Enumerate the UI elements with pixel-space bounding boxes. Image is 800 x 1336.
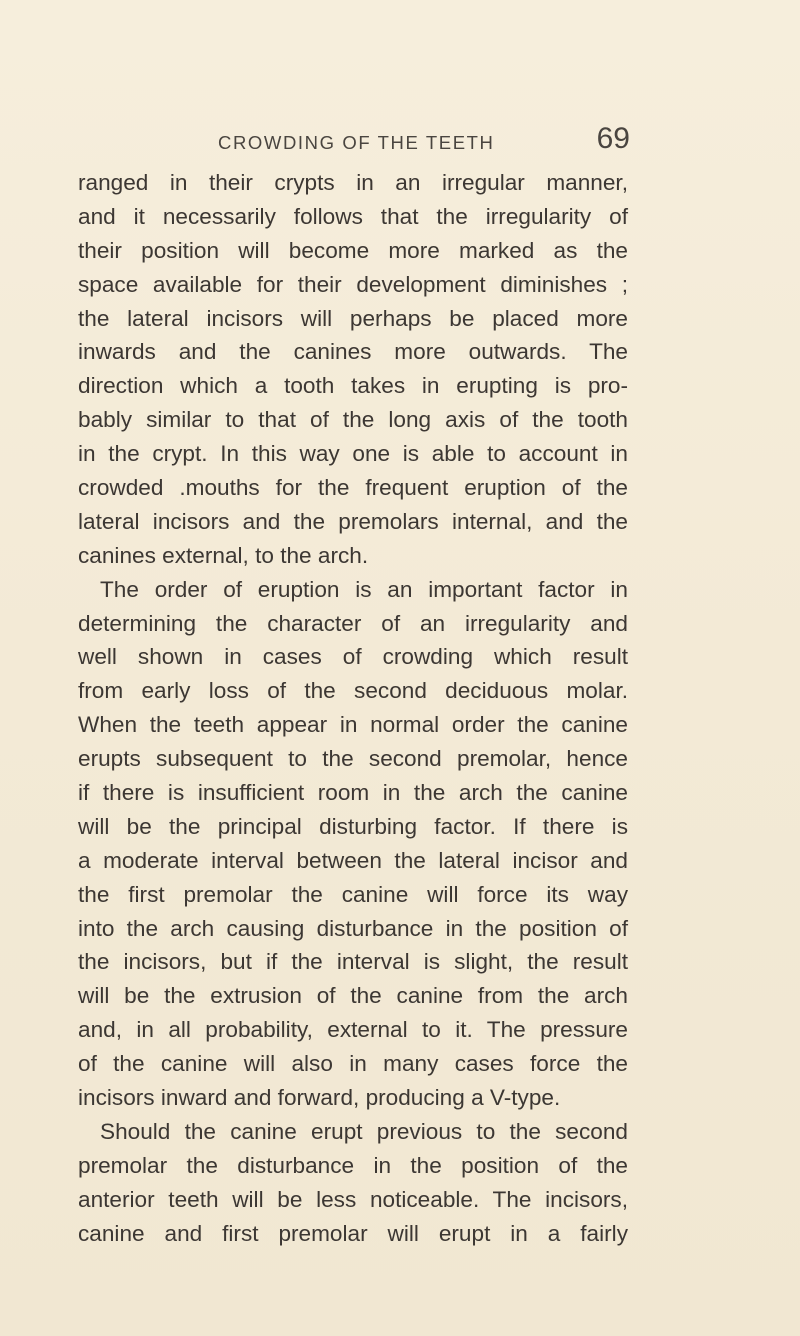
text-line: space available for their development diminishes ; xyxy=(78,271,628,297)
text-line-paragraph-start: The order of eruption is an important factor in xyxy=(100,576,628,602)
text-line: a moderate interval between the lateral incisor and xyxy=(78,847,628,873)
text-line: the lateral incisors will perhaps be placed more xyxy=(78,305,628,331)
running-head xyxy=(78,122,638,162)
text-line: of the canine will also in many cases force the xyxy=(78,1051,628,1077)
text-line: from early loss of the second deciduous molar. xyxy=(78,678,628,704)
text-line-paragraph-start: Should the canine erupt previous to the second xyxy=(100,1118,628,1144)
text-line: in the crypt. In this way one is able to account in xyxy=(78,441,628,467)
text-line: inwards and the canines more outwards. The xyxy=(78,339,628,365)
text-line-paragraph-end: incisors inward and forward, producing a V-type. xyxy=(78,1085,561,1111)
text-line: the incisors, but if the interval is slight, the result xyxy=(78,949,628,975)
text-line: When the teeth appear in normal order the canine xyxy=(78,712,628,738)
text-line-paragraph-end: canines external, to the arch. xyxy=(78,542,369,568)
text-line: if there is insufficient room in the arch the canine xyxy=(78,780,628,806)
text-line: will be the extrusion of the canine from the arch xyxy=(78,983,628,1009)
text-line: lateral incisors and the premolars internal, and the xyxy=(78,508,628,534)
body-text xyxy=(78,166,628,1251)
running-title: CROWDING OF THE TEETH xyxy=(218,132,495,153)
text-line: canine and first premolar will erupt in a fairly xyxy=(78,1220,628,1246)
text-line: crowded .mouths for the frequent eruption of the xyxy=(78,475,628,501)
text-line: premolar the disturbance in the position of the xyxy=(78,1152,628,1178)
text-line: ranged in their crypts in an irregular manner, xyxy=(78,170,628,195)
text-line: and, in all probability, external to it. The pressure xyxy=(78,1017,628,1043)
text-line: and it necessarily follows that the irregularity of xyxy=(78,203,628,229)
text-line: well shown in cases of crowding which result xyxy=(78,644,628,670)
text-line: into the arch causing disturbance in the position of xyxy=(78,915,628,941)
text-line: the first premolar the canine will force its way xyxy=(78,881,628,907)
text-line: will be the principal disturbing factor. If there is xyxy=(78,813,628,839)
text-line: direction which a tooth takes in erupting is pro- xyxy=(78,373,628,399)
text-line: their position will become more marked as the xyxy=(78,237,628,263)
text-line: erupts subsequent to the second premolar, hence xyxy=(78,746,628,772)
text-line: determining the character of an irregularity and xyxy=(78,610,628,636)
text-line: anterior teeth will be less noticeable. The incisors, xyxy=(78,1186,628,1212)
page-number: 69 xyxy=(596,122,630,155)
text-line: bably similar to that of the long axis of the tooth xyxy=(78,407,628,433)
